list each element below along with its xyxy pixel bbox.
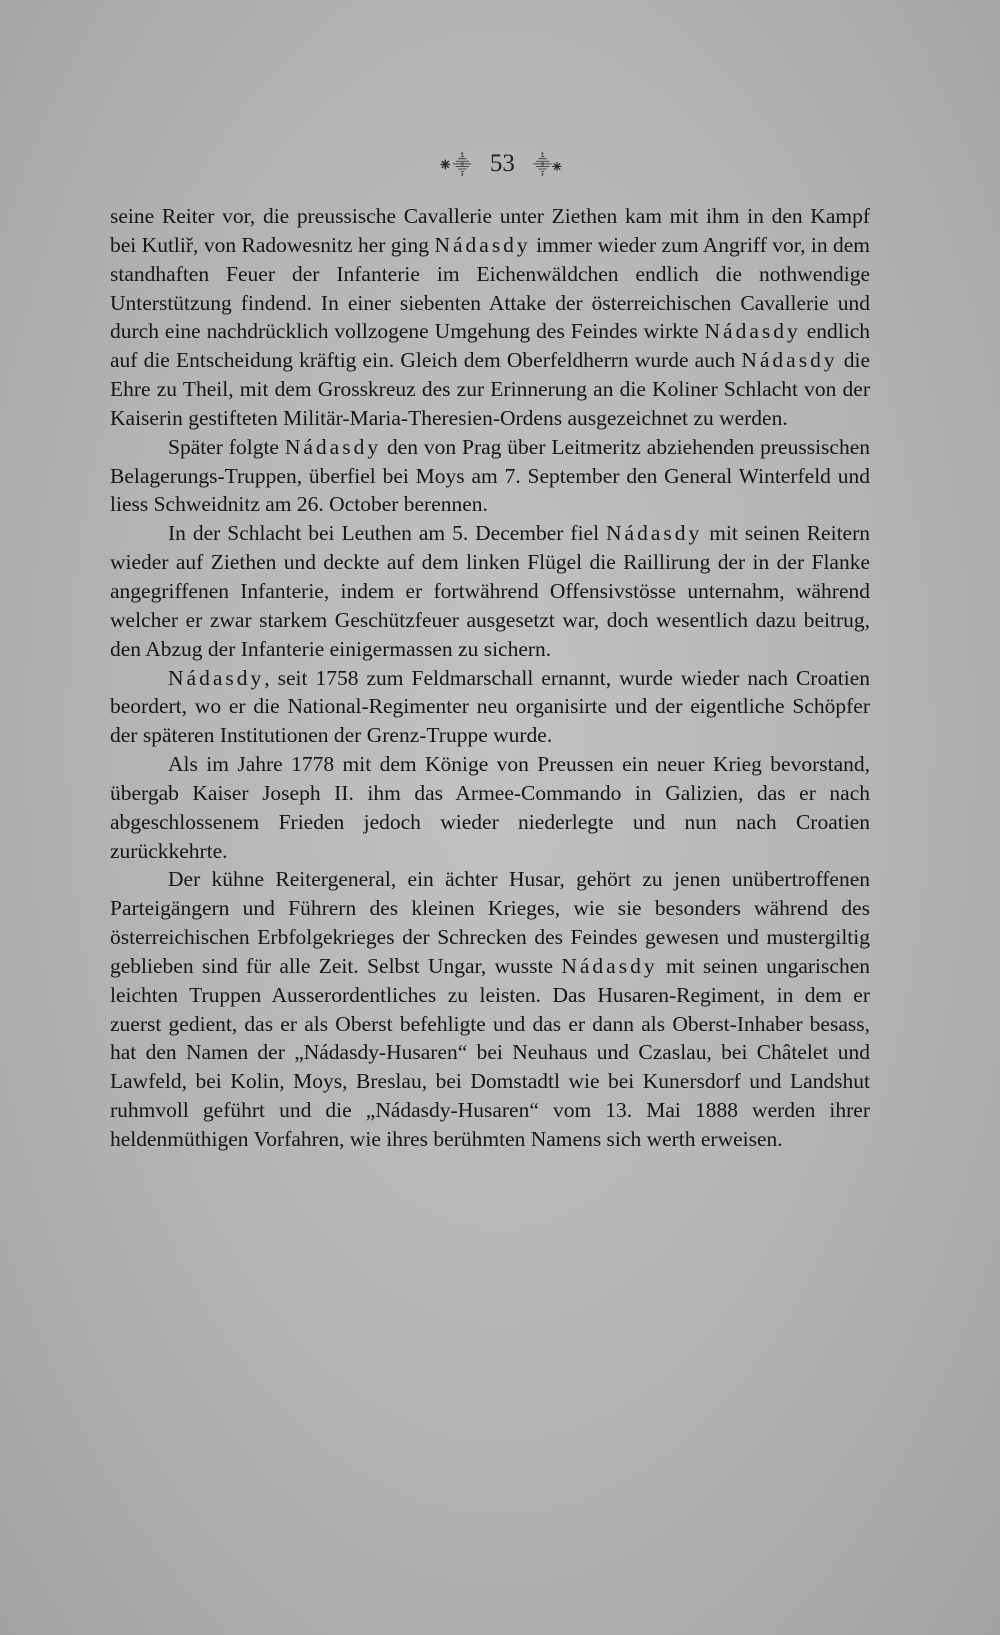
paragraph: Nádasdy, seit 1758 zum Feldmarschall ernannt, wurde wieder nach Croatien beordert, wo er die National-Regimenter neu organisirte und der eigentliche Schöpfer der späteren Institutionen der Grenz-Truppe wurde. <box>110 665 870 748</box>
spaced-name: Nádasdy <box>284 434 382 459</box>
paragraph: In der Schlacht bei Leuthen am 5. December fiel Nádasdy mit seinen Reitern wieder auf Ziethen und deckte auf dem linken Flügel die Raillirung der in der Flanke angegriffenen Infanterie, indem er fortwährend Offensivstösse unternahm, während welcher er zwar starkem Geschützfeuer ausgesetzt war, doch wesentlich dazu beitrug, den Abzug der Infanterie einigermassen zu sichern. <box>110 521 870 661</box>
paragraph: Später folgte Nádasdy den von Prag über Leitmeritz abziehenden preussischen Belagerungs-Truppen, überfiel bei Moys am 7. September den General Winterfeld und liess Schweidnitz am 26. October berennen. <box>110 434 870 517</box>
page-number: 53 <box>489 150 515 177</box>
spaced-name: Nádasdy <box>434 232 531 257</box>
paragraph: Der kühne Reitergeneral, ein ächter Husar, gehört zu jenen unübertroffenen Parteigängern und Führern des kleinen Krieges, wie sie besonders während des österreichischen Erbfolgekrieges der Schrecken des Feindes gewesen und mustergiltig geblieben sind für alle Zeit. Selbst Ungar, wusste Nádasdy mit seinen ungarischen leichten Truppen Ausserordentliches zu leisten. Das Husaren-Regiment, in dem er zuerst gedient, das er als Oberst befehligte und das er dann als Oberst-Inhaber besass, hat den Namen der „Nádasdy-Husaren“ bei Neuhaus und Czaslau, bei Châtelet und Lawfeld, bei Kolin, Moys, Breslau, bei Domstadtl wie bei Kunersdorf und Landshut ruhmvoll geführt und die „Nádasdy-Husaren“ vom 13. Mai 1888 werden ihrer heldenmüthigen Vorfahren, wie ihres berühmten Namens sich werth erweisen. <box>110 867 870 1151</box>
paragraph: Als im Jahre 1778 mit dem Könige von Preussen ein neuer Krieg bevorstand, übergab Kaiser Joseph II. ihm das Armee-Commando in Galizien, das er nach abgeschlossenem Frieden jedoch wieder niederlegte und nun nach Croatien zurückkehrte. <box>110 752 870 863</box>
spaced-name: Nádasdy <box>168 665 265 690</box>
body-text <box>110 202 870 1154</box>
ornament-left-icon: ⁕⸎ <box>437 155 472 176</box>
ornament-right-icon: ⸎⁕ <box>533 155 563 176</box>
spaced-name: Nádasdy <box>561 953 658 978</box>
page-header <box>0 150 1000 178</box>
spaced-name: Nádasdy <box>704 319 801 344</box>
spaced-name: Nádasdy <box>741 348 838 373</box>
spaced-name: Nádasdy <box>606 521 703 546</box>
paragraph: seine Reiter vor, die preussische Cavallerie unter Ziethen kam mit ihm in den Kampf bei Kutliř, von Radowesnitz her ging Nádasdy immer wieder zum Angriff vor, in dem standhaften Feuer der Infanterie im Eichenwäldchen endlich die nothwendige Unterstützung findend. In einer siebenten Attake der österreichischen Cavallerie und durch eine nachdrücklich vollzogene Umgehung des Feindes wirkte Nádasdy endlich auf die Entscheidung kräftig ein. Gleich dem Oberfeldherrn wurde auch Nádasdy die Ehre zu Theil, mit dem Grosskreuz des zur Erinnerung an die Koliner Schlacht von der Kaiserin gestifteten Militär-Maria-Theresien-Ordens ausgezeichnet zu werden. <box>110 204 871 430</box>
